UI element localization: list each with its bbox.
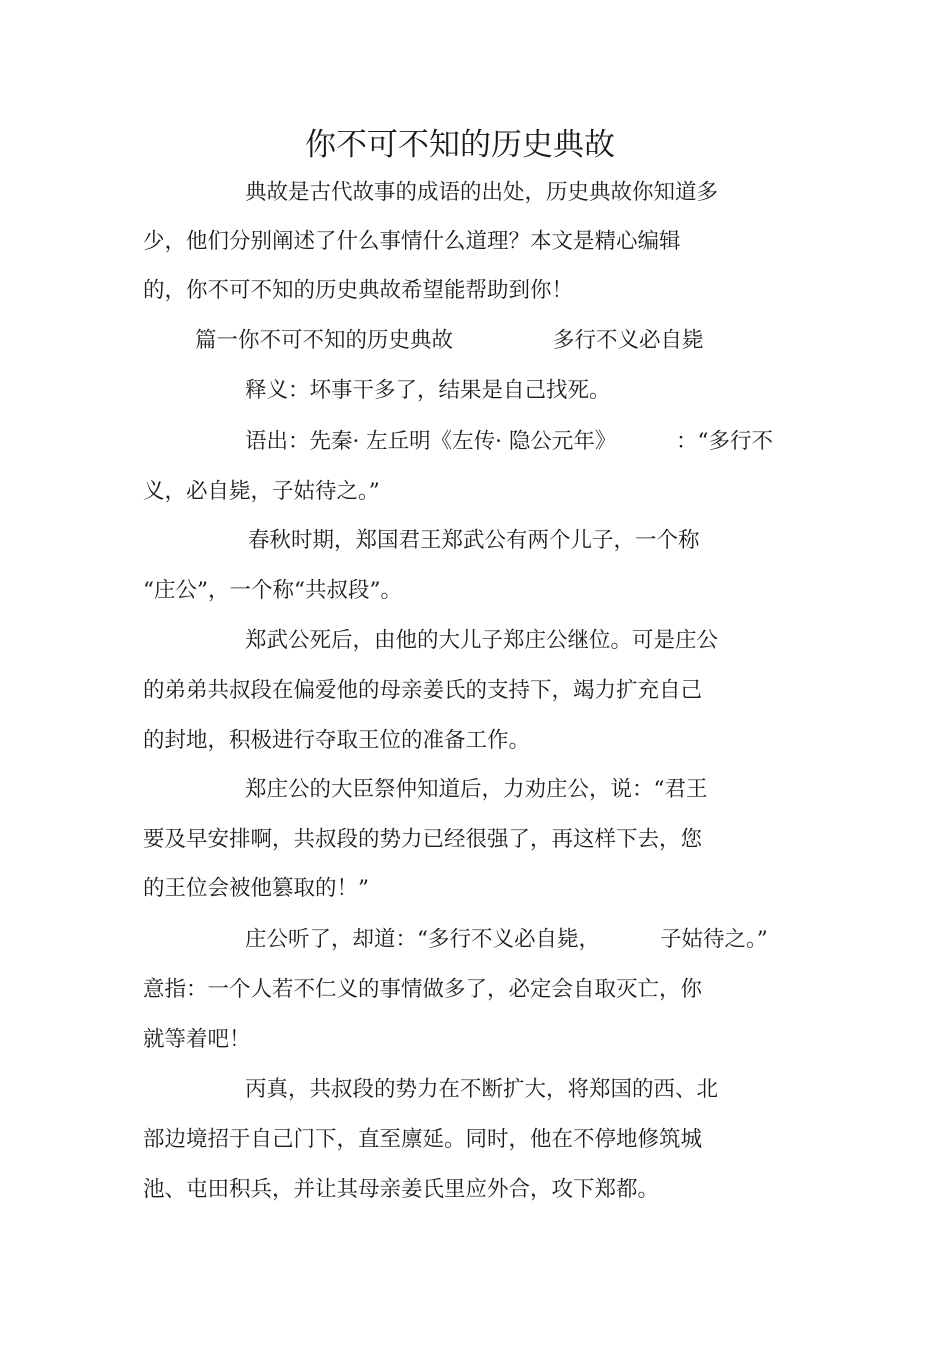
paragraph-line: 子姑待之。”	[660, 927, 768, 952]
paragraph-line: 少，他们分别阐述了什么事情什么道理？本文是精心编辑	[143, 229, 681, 254]
paragraph-line: 就等着吧！	[143, 1027, 251, 1052]
paragraph-line: 郑武公死后，由他的大儿子郑庄公继位。可是庄公	[245, 628, 719, 653]
paragraph-line: 的王位会被他篡取的！”	[143, 876, 369, 901]
paragraph-line: 释义：坏事干多了，结果是自己找死。	[245, 378, 611, 403]
paragraph-line: 典故是古代故事的成语的出处，历史典故你知道多	[245, 180, 719, 205]
paragraph-line: 的弟弟共叔段在偏爱他的母亲姜氏的支持下，竭力扩充自己	[143, 678, 703, 703]
paragraph-line: 庄公听了，却道：“多行不义必自毙，	[245, 927, 600, 952]
paragraph-line: 部边境招于自己门下，直至廪延。同时，他在不停地修筑城	[143, 1127, 703, 1152]
paragraph-line: “庄公”，一个称“共叔段”。	[143, 578, 402, 603]
section-heading: 篇一你不可不知的历史典故	[195, 328, 454, 353]
paragraph-line: 丙真，共叔段的势力在不断扩大，将郑国的西、北	[245, 1077, 719, 1102]
paragraph-line: 的封地，积极进行夺取王位的准备工作。	[143, 728, 531, 753]
paragraph-line: 郑庄公的大臣祭仲知道后，力劝庄公，说：“君王	[245, 777, 708, 802]
paragraph-line: 意指：一个人若不仁义的事情做多了，必定会自取灭亡，你	[143, 977, 703, 1002]
paragraph-line: 的，你不可不知的历史典故希望能帮助到你！	[143, 278, 574, 303]
paragraph-line: 语出：先秦· 左丘明《左传· 隐公元年》	[245, 429, 617, 454]
paragraph-line: 池、屯田积兵，并让其母亲姜氏里应外合，攻下郑都。	[143, 1177, 660, 1202]
paragraph-line: 要及早安排啊，共叔段的势力已经很强了，再这样下去，您	[143, 827, 703, 852]
document-title: 你不可不知的历史典故	[305, 127, 615, 163]
paragraph-line: ：“多行不	[676, 429, 773, 454]
paragraph-line: 春秋时期，郑国君王郑武公有两个儿子，一个称	[248, 528, 700, 553]
section-subheading: 多行不义必自毙	[553, 328, 704, 353]
paragraph-line: 义，必自毙，子姑待之。”	[143, 479, 380, 504]
